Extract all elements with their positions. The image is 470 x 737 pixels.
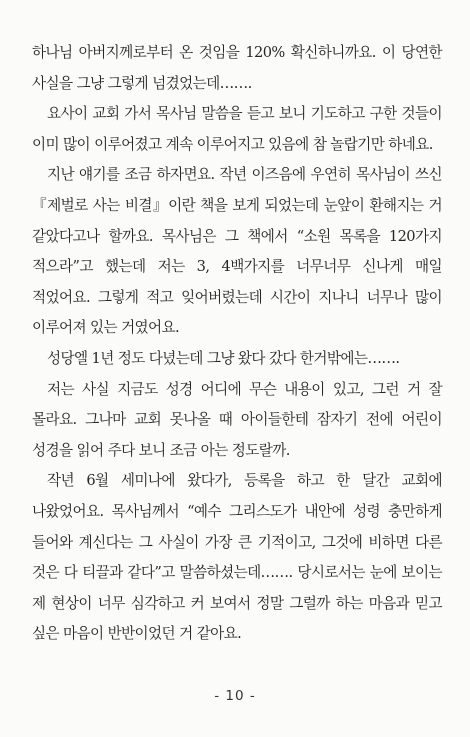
paragraph-1: 하나님 아버지께로부터 온 것임을 120% 확신하니까요. 이 당연한 사실을 그냥 그렇게 넘겼었는데……. bbox=[32, 44, 442, 92]
paragraph-4: 성당엘 1년 정도 다녔는데 그냥 왔다 갔다 한거밖에는……. bbox=[47, 349, 400, 367]
paragraph-6: 작년 6월 세미나에 왔다가, 등록을 하고 한 달간 교회에 나왔었어요. 목사님께서 “예수 그리스도가 내안에 성령 충만하게 들어와 계신다는 그 사실이 가장 큰 기적이고, 그것에 비하면 다른 것은 다 티끌과 같다”고 말씀하셨는데……. 당시로서는 눈에 보이는 제 현상이 너무 심각하고 커 보여서 정말 그럴까 하는 마음과 믿고 싶은 마음이 반반이었던 거 같아요. bbox=[32, 472, 442, 643]
paragraph-5: 저는 사실 지금도 성경 어디에 무슨 내용이 있고, 그런 거 잘 몰라요. 그나마 교회 못나올 때 아이들한테 잠자기 전에 어린이 성경을 읽어 주다 보니 조금 아는 정도랄까. bbox=[32, 380, 442, 459]
page-number: - 10 - bbox=[214, 688, 256, 704]
paragraph-2: 요사이 교회 가서 목사님 말씀을 듣고 보니 기도하고 구한 것들이 이미 많이 이루어졌고 계속 이루어지고 있음에 참 놀랍기만 하네요. bbox=[32, 105, 442, 153]
page-body-text bbox=[32, 38, 442, 650]
paragraph-3: 지난 얘기를 조금 하자면요. 작년 이즈음에 우연히 목사님이 쓰신 『제벌로 사는 비결』이란 책을 보게 되었는데 눈앞이 환해지는 거 같았다고나 할까요. 목사님은 그 책에서 “소원 목록을 120가지 적으라”고 했는데 저는 3, 4백가지를 너무너무 신나게 매일 적었어요. 그렇게 적고 잊어버렸는데 시간이 지나니 너무나 많이 이루어져 있는 거였어요. bbox=[32, 166, 442, 337]
